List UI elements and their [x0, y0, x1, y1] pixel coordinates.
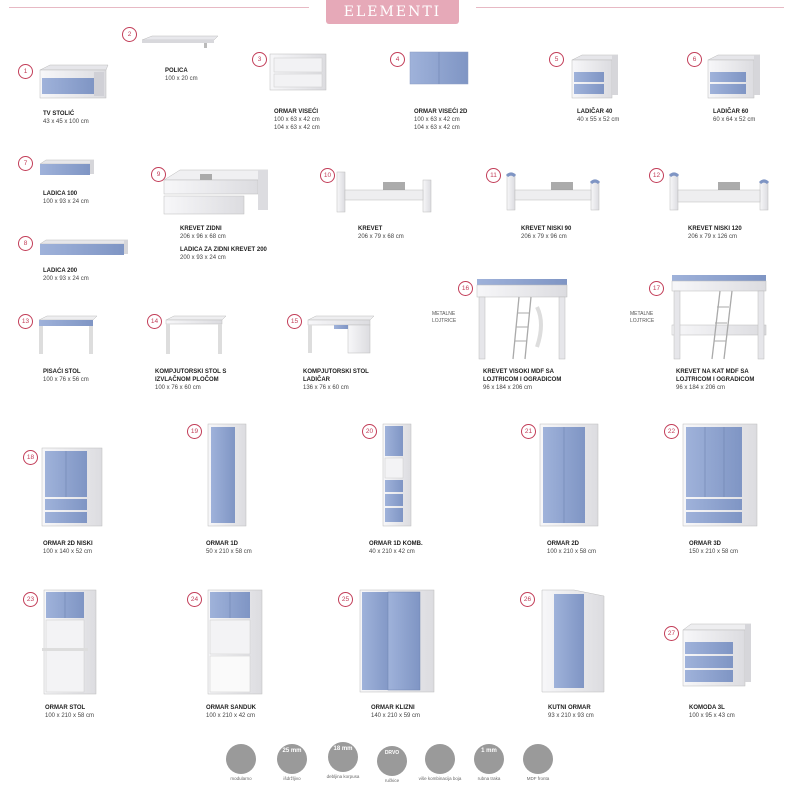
ladder-label-16	[432, 311, 456, 325]
item-title: ORMAR STOL	[45, 705, 86, 711]
item-title: KREVET VISOKI MDF SA	[483, 369, 555, 375]
badge-label-4: ručkice	[384, 778, 400, 783]
wardrobe-desk-image	[42, 588, 98, 696]
ladder-label-line2: LOJTRICE	[630, 318, 655, 324]
item-number-22: 22	[664, 424, 679, 439]
item-title: KREVET ZIDNI	[180, 226, 222, 232]
item-number-18: 18	[23, 450, 38, 465]
item-size: 100 x 210 x 42 cm	[206, 713, 256, 719]
item-caption-24	[206, 704, 256, 720]
item-size: 206 x 96 x 68 cm	[180, 234, 226, 240]
item-caption-18	[43, 540, 93, 556]
wardrobe-chest-image	[206, 588, 264, 696]
computer-desk-drawers-image	[306, 316, 376, 356]
badge-text-3: 18 mm	[333, 746, 353, 752]
item-size: 100 x 76 x 60 cm	[155, 385, 201, 391]
dresser-3-drawers-image	[681, 624, 753, 688]
item-size-alt: 104 x 63 x 42 cm	[274, 125, 320, 131]
thickness-25mm-icon	[277, 744, 307, 774]
item-number-3: 3	[252, 52, 267, 67]
item-title: LADICA 200	[43, 268, 78, 274]
item-number-26: 26	[520, 592, 535, 607]
item-caption-25	[371, 704, 420, 720]
modular-icon	[226, 744, 256, 774]
wall-cabinet-image	[268, 52, 328, 92]
item-title: ORMAR 2D NISKI	[43, 541, 93, 547]
item-number-8: 8	[18, 236, 33, 251]
item-size: 100 x 20 cm	[165, 76, 198, 82]
bunk-bed-image	[670, 273, 768, 361]
item-size: 43 x 45 x 100 cm	[43, 119, 89, 125]
item-size: 50 x 210 x 58 cm	[206, 549, 252, 555]
item-size: 100 x 140 x 52 cm	[43, 549, 93, 555]
item-title: KOMPJUTORSKI STOL	[303, 369, 369, 375]
item-caption-22	[689, 540, 738, 556]
low-wardrobe-2d-image	[40, 446, 104, 528]
item-number-15: 15	[287, 314, 302, 329]
item-caption-9	[180, 225, 226, 241]
item-number-27: 27	[664, 626, 679, 641]
item-size: 100 x 210 x 58 cm	[547, 549, 597, 555]
item-caption-10	[358, 225, 404, 241]
item-title-2: LADIČAR	[303, 377, 330, 383]
item-size: 60 x 64 x 52 cm	[713, 117, 756, 123]
item-size: 100 x 93 x 24 cm	[43, 199, 89, 205]
item-caption-2	[165, 67, 198, 83]
item-title: PISAĆI STOL	[43, 369, 81, 375]
item-size: 40 x 55 x 52 cm	[577, 117, 620, 123]
drawer-unit-40-image	[568, 54, 620, 102]
badge-label-7: MDF fronta	[526, 776, 550, 781]
drawer-200-image	[38, 240, 130, 258]
tv-stand-image	[38, 64, 110, 100]
wardrobe-2d-image	[538, 422, 600, 528]
item-number-2: 2	[122, 27, 137, 42]
item-caption-19	[206, 540, 252, 556]
item-caption-1	[43, 110, 89, 126]
drawer-100-image	[38, 160, 96, 178]
item-size: 200 x 93 x 24 cm	[180, 255, 226, 261]
item-title: TV STOLIĆ	[43, 111, 75, 117]
abs-edge-icon	[474, 744, 504, 774]
item-title-2: LOJTRICOM I OGRADICOM	[676, 377, 755, 383]
item-caption-14	[155, 368, 226, 392]
item-caption-27	[689, 704, 735, 720]
item-size: 100 x 95 x 43 cm	[689, 713, 735, 719]
item-caption-6	[713, 108, 755, 124]
item-number-16: 16	[458, 281, 473, 296]
item-title: LADIČAR 60	[713, 109, 749, 115]
item-size: 140 x 210 x 59 cm	[371, 713, 421, 719]
item-title: ORMAR KLIZNI	[371, 705, 415, 711]
item-size: 136 x 76 x 60 cm	[303, 385, 349, 391]
item-number-5: 5	[549, 52, 564, 67]
drawer-unit-60-image	[704, 54, 762, 102]
item-number-1: 1	[18, 64, 33, 79]
badge-label-5: više kombinacija boja	[418, 776, 462, 781]
computer-desk-image	[164, 316, 228, 356]
item-caption-4	[414, 108, 467, 132]
item-title: LADIČAR 40	[577, 109, 613, 115]
item-number-9: 9	[151, 167, 166, 182]
item-size: 200 x 93 x 24 cm	[43, 276, 89, 282]
item-caption-16	[483, 368, 561, 392]
item-size: 100 x 63 x 42 cm	[414, 117, 460, 123]
item-size: 206 x 79 x 96 cm	[521, 234, 567, 240]
bed-image	[335, 170, 433, 216]
badge-label-1: modularno	[230, 776, 252, 781]
palette-icon	[425, 744, 455, 774]
item-caption-23	[45, 704, 94, 720]
badge-text-6: 1 mm	[481, 748, 497, 754]
item-size: 150 x 210 x 58 cm	[689, 549, 739, 555]
wardrobe-1d-combo-image	[381, 422, 413, 528]
sliding-wardrobe-image	[358, 588, 436, 694]
badge-label-2: išdržljivo	[283, 776, 301, 781]
badge-label-6: rubna traka	[477, 776, 501, 781]
header-rule-left	[9, 7, 309, 8]
wood-icon	[377, 746, 407, 776]
item-caption-11	[521, 225, 571, 241]
item-title: KOMODA 3L	[689, 705, 725, 711]
item-caption-12	[688, 225, 742, 241]
item-title: LADICA ZA ZIDNI KREVET 200	[180, 247, 267, 253]
item-title: KREVET NA KAT MDF SA	[676, 369, 749, 375]
item-size: 96 x 184 x 206 cm	[676, 385, 726, 391]
item-caption-26	[548, 704, 594, 720]
item-number-10: 10	[320, 168, 335, 183]
item-caption-21	[547, 540, 596, 556]
low-bed-90-image	[505, 170, 601, 214]
item-number-24: 24	[187, 592, 202, 607]
wall-cabinet-2d-image	[408, 50, 470, 86]
badge-text-2: 25 mm	[282, 748, 302, 754]
writing-desk-image	[37, 316, 99, 356]
item-caption-20	[369, 540, 423, 556]
ladder-label-line2: LOJTRICE	[432, 318, 457, 324]
wall-bed-image	[162, 166, 270, 220]
item-number-21: 21	[521, 424, 536, 439]
item-number-19: 19	[187, 424, 202, 439]
corner-wardrobe-image	[540, 588, 606, 694]
item-title: KREVET NISKI 90	[521, 226, 572, 232]
item-number-14: 14	[147, 314, 162, 329]
item-number-23: 23	[23, 592, 38, 607]
item-size: 100 x 76 x 56 cm	[43, 377, 89, 383]
page-title: ELEMENTI	[326, 0, 459, 24]
item-title: KREVET	[358, 226, 383, 232]
item-number-12: 12	[649, 168, 664, 183]
item-caption-8	[43, 267, 89, 283]
item-title: LADICA 100	[43, 191, 78, 197]
item-title-2: IZVLAČNOM PLOČOM	[155, 377, 219, 383]
item-title: ORMAR 2D	[547, 541, 580, 547]
item-size: 100 x 210 x 58 cm	[45, 713, 95, 719]
wardrobe-3d-image	[681, 422, 759, 528]
loft-bed-image	[475, 277, 569, 361]
item-number-20: 20	[362, 424, 377, 439]
item-number-25: 25	[338, 592, 353, 607]
item-title: ORMAR SANDUK	[206, 705, 256, 711]
item-caption-9b	[180, 246, 267, 262]
thickness-18mm-icon	[328, 742, 358, 772]
item-size-alt: 104 x 63 x 42 cm	[414, 125, 460, 131]
item-size: 206 x 79 x 68 cm	[358, 234, 404, 240]
item-caption-5	[577, 108, 619, 124]
item-title: KREVET NISKI 120	[688, 226, 742, 232]
item-title: ORMAR 3D	[689, 541, 722, 547]
item-size: 93 x 210 x 93 cm	[548, 713, 594, 719]
item-number-6: 6	[687, 52, 702, 67]
item-title: POLICA	[165, 68, 188, 74]
item-title: KUTNI ORMAR	[548, 705, 591, 711]
item-caption-15	[303, 368, 369, 392]
item-title: ORMAR 1D KOMB.	[369, 541, 423, 547]
shelf-image	[140, 36, 220, 50]
item-caption-3	[274, 108, 320, 132]
ladder-label-line1: METALNE	[630, 311, 654, 317]
item-size: 96 x 184 x 206 cm	[483, 385, 533, 391]
item-size: 100 x 63 x 42 cm	[274, 117, 320, 123]
wardrobe-1d-image	[206, 422, 248, 528]
item-title: ORMAR 1D	[206, 541, 239, 547]
ladder-label-line1: METALNE	[432, 311, 456, 317]
item-number-4: 4	[390, 52, 405, 67]
item-caption-13	[43, 368, 89, 384]
item-number-7: 7	[18, 156, 33, 171]
header-rule-right	[476, 7, 784, 8]
item-size: 206 x 79 x 126 cm	[688, 234, 738, 240]
mdf-icon	[523, 744, 553, 774]
item-number-11: 11	[486, 168, 501, 183]
low-bed-120-image	[668, 170, 770, 214]
item-number-17: 17	[649, 281, 664, 296]
item-title: ORMAR VISEĆI	[274, 109, 319, 115]
item-title-2: LOJTRICOM I OGRADICOM	[483, 377, 562, 383]
ladder-label-17	[630, 311, 654, 325]
item-caption-17	[676, 368, 754, 392]
item-number-13: 13	[18, 314, 33, 329]
item-size: 40 x 210 x 42 cm	[369, 549, 415, 555]
badge-text-4: DRVO	[384, 750, 400, 756]
badge-label-3: debljina korpusa	[326, 774, 360, 779]
item-title: KOMPJUTORSKI STOL S	[155, 369, 227, 375]
item-caption-7	[43, 190, 89, 206]
item-title: ORMAR VISEĆI 2D	[414, 109, 468, 115]
